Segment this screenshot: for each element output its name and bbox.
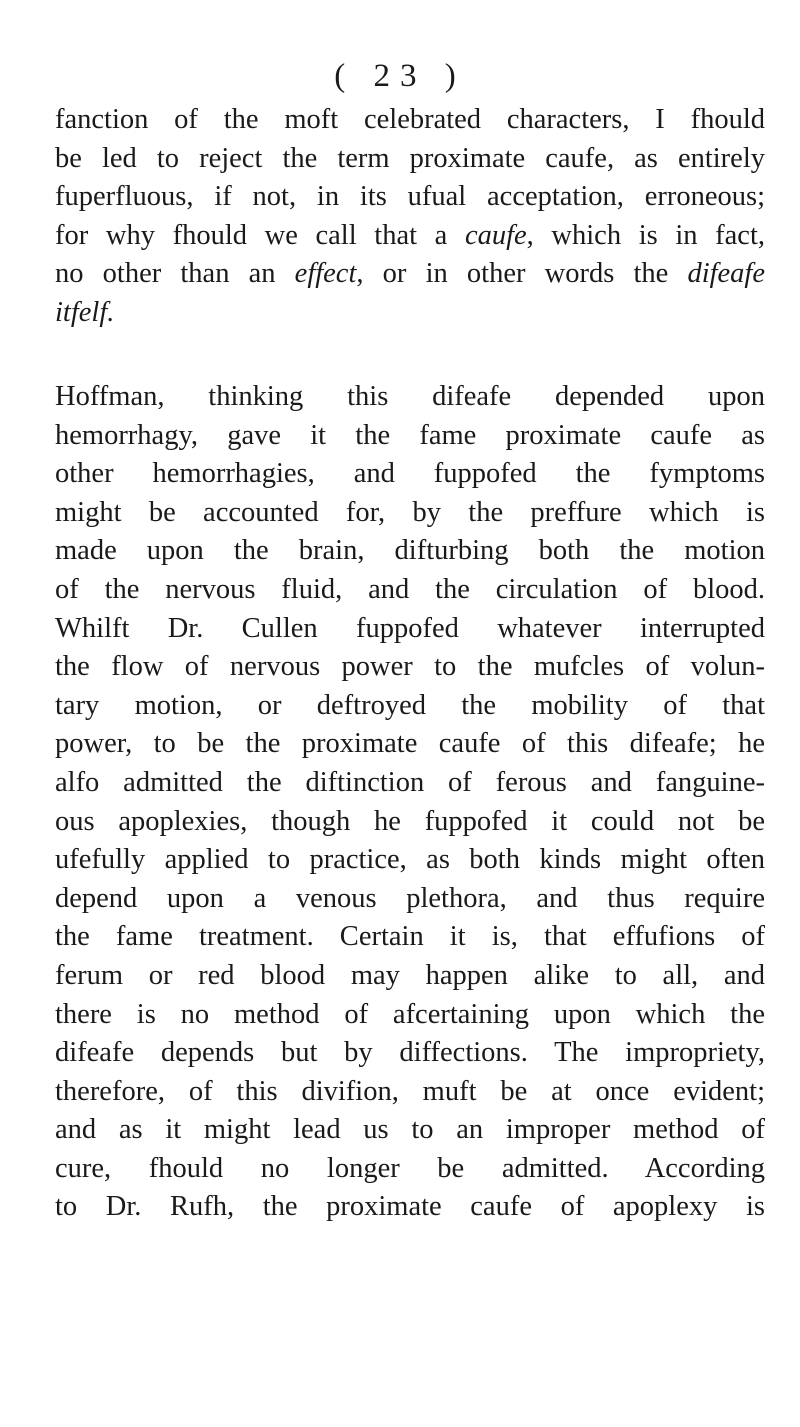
- paragraph-1: [55, 101, 765, 333]
- text-line: difeafe depends but by diffections. The impropriety,: [55, 1037, 765, 1069]
- text-line: [55, 255, 765, 294]
- text-line: [55, 294, 765, 333]
- text-line: the flow of nervous power to the mufcles of volun-: [55, 651, 765, 683]
- text-line: might be accounted for, by the preffure which is: [55, 496, 765, 528]
- text-line: of the nervous fluid, and the circulation of blood.: [55, 573, 765, 605]
- text-line: power, to be the proximate caufe of this difeafe; he: [55, 728, 765, 760]
- text-line: other hemorrhagies, and fuppofed the fymptoms: [55, 458, 765, 490]
- page-number: ( 23 ): [334, 58, 466, 94]
- text-line: Whilft Dr. Cullen fuppofed whatever interrupted: [55, 612, 765, 644]
- text-line: hemorrhagy, gave it the fame proximate caufe as: [55, 419, 765, 451]
- text-line: the fame treatment. Certain it is, that effufions of: [55, 921, 765, 953]
- text-line: therefore, of this divifion, muft be at once evident;: [55, 1075, 765, 1107]
- text-line: tary motion, or deftroyed the mobility of that: [55, 689, 765, 721]
- text-segment: , which is in fact,: [526, 219, 765, 251]
- text-line: fuperfluous, if not, in its ufual acceptation, erroneous;: [55, 181, 765, 213]
- text-line: and as it might lead us to an improper method of: [55, 1114, 765, 1146]
- text-line: to Dr. Rufh, the proximate caufe of apoplexy is: [55, 1191, 765, 1223]
- text-line: cure, fhould no longer be admitted. According: [55, 1152, 765, 1184]
- text-line: depend upon a venous plethora, and thus require: [55, 882, 765, 914]
- text-segment: , or in other words the: [356, 258, 688, 290]
- italic-term: itfelf.: [55, 296, 115, 328]
- italic-term: caufe: [464, 219, 527, 251]
- text-line: [55, 217, 765, 256]
- text-line: ferum or red blood may happen alike to all, and: [55, 959, 765, 991]
- italic-term: difeafe: [687, 258, 765, 290]
- text-line: be led to reject the term proximate caufe, as entirely: [55, 142, 765, 174]
- text-segment: for why fhould we call that a: [55, 219, 465, 251]
- text-segment: no other than an: [55, 258, 295, 290]
- text-line: ous apoplexies, though he fuppofed it could not be: [55, 805, 765, 837]
- text-line: Hoffman, thinking this difeafe depended upon: [55, 381, 765, 412]
- text-line: fanction of the moft celebrated characters, I fhould: [55, 104, 765, 135]
- text-line: alfo admitted the diftinction of ferous and fanguine-: [55, 766, 765, 798]
- text-line: there is no method of afcertaining upon which the: [55, 998, 765, 1030]
- text-line: ufefully applied to practice, as both kinds might often: [55, 844, 765, 876]
- italic-term: effect: [294, 258, 357, 290]
- text-line: made upon the brain, difturbing both the motion: [55, 535, 765, 567]
- paragraph-2: [55, 378, 765, 1227]
